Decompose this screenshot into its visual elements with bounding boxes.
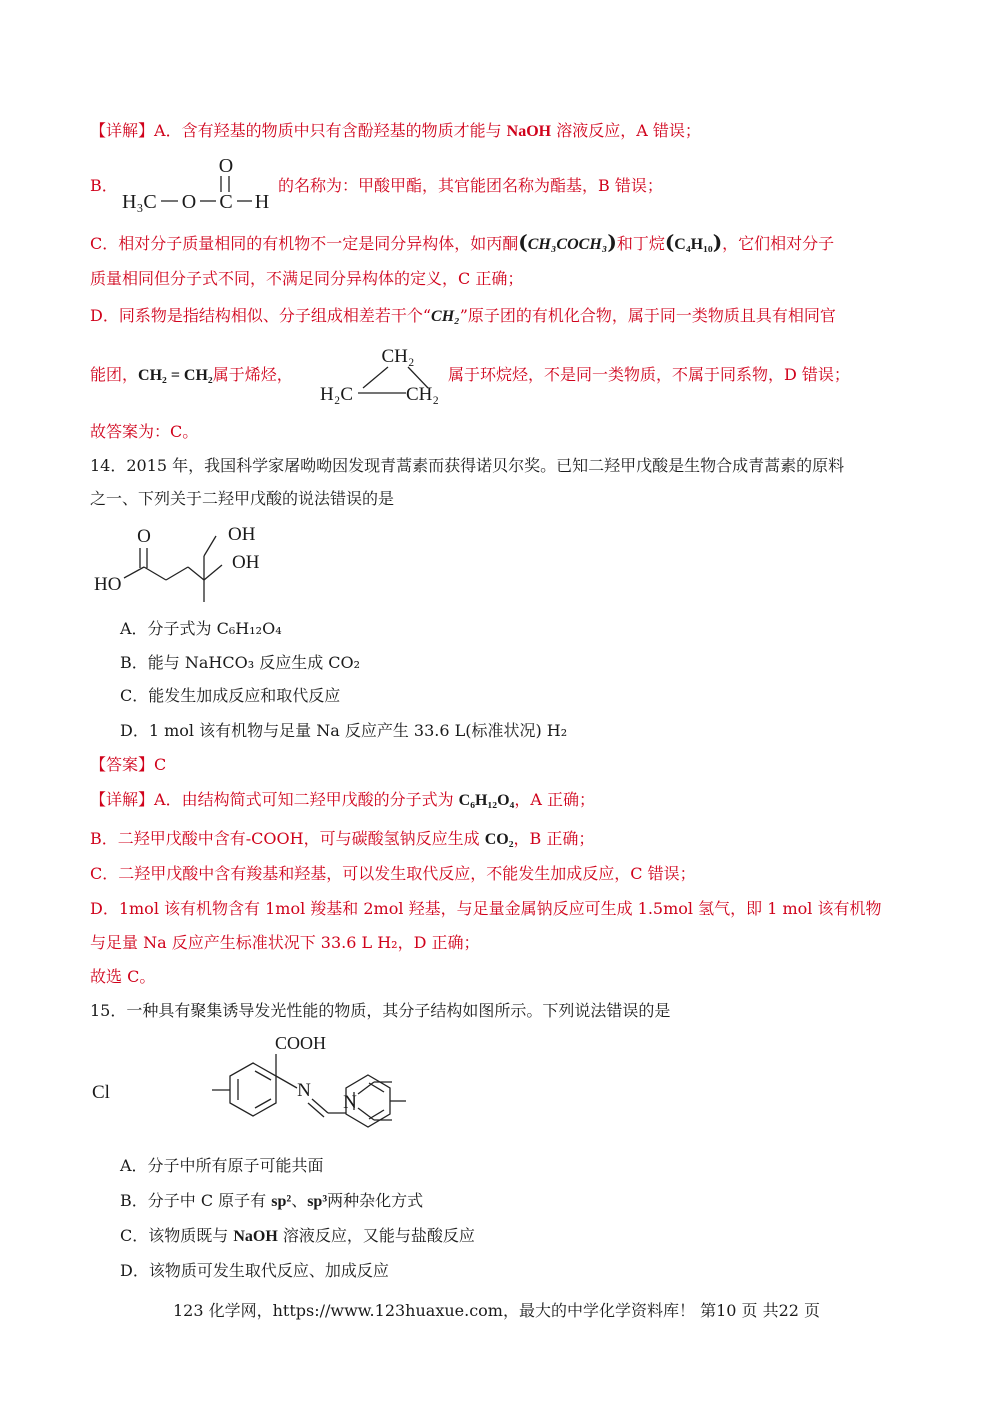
- q13-detail-c-line2: 质量相同但分子式不同，不满足同分异构体的定义，C 正确；: [90, 269, 524, 288]
- q13-detail-b-text: 的名称为：甲酸甲酯，其官能团名称为酯基，B 错误；: [278, 176, 663, 195]
- answer-label: 【答案】: [90, 755, 155, 774]
- q15-cooh-label: COOH: [275, 1033, 327, 1053]
- acid-oh-mid-label: OH: [232, 552, 260, 573]
- q13-detail-d-line1: D．同系物是指结构相似、分子组成相差若干个“CH₂”原子团的有机化合物，属于同一类物质且具有相同官: [90, 306, 836, 325]
- q14-option-b: B．能与 NaHCO₃ 反应生成 CO₂: [120, 653, 361, 672]
- detail-label: 【详解】: [90, 790, 155, 809]
- acid-oh-top-label: OH: [228, 524, 256, 545]
- q14-detail-d-line2: 与足量 Na 反应产生标准状况下 33.6 L H₂，D 正确；: [90, 933, 480, 952]
- cyclopropane-top: CH₂: [381, 346, 415, 367]
- q15-imine-n-label: N: [297, 1080, 311, 1101]
- formate-o-top: O: [218, 155, 234, 177]
- formate-o: O: [181, 191, 197, 213]
- acid-ho-label: HO: [94, 574, 122, 595]
- q14-detail-d-line1: D．1mol 该有机物含有 1mol 羧基和 2mol 羟基，与足量金属钠反应可生成 1.5mol 氢气，即 1 mol 该有机物: [90, 899, 882, 918]
- dihydroxy-methylpentanoic-acid-structure: [92, 520, 272, 600]
- q14-stem-line2: 之一、下列关于二羟甲戊酸的说法错误的是: [90, 489, 395, 508]
- q15-option-d: D．该物质可发生取代反应、加成反应: [120, 1261, 389, 1280]
- q13-detail-d-line2-pre: 能团，CH₂ = CH₂属于烯烃，: [90, 365, 293, 384]
- q15-stem: 15．一种具有聚集诱导发光性能的物质，其分子结构如图所示。下列说法错误的是: [90, 1001, 671, 1020]
- ethylene-formula: CH₂ = CH₂: [138, 367, 213, 384]
- q14-detail-b: B．二羟甲戊酸中含有-COOH，可与碳酸氢钠反应生成 CO₂，B 正确；: [90, 829, 595, 848]
- q13-detail-a: 【详解】A．含有羟基的物质中只有含酚羟基的物质才能与 NaOH 溶液反应，A 错误；: [90, 121, 701, 140]
- q13-conclusion: 故答案为：C。: [90, 422, 199, 441]
- q14-detail-c: C．二羟甲戊酸中含有羧基和羟基，可以发生取代反应，不能发生加成反应，C 错误；: [90, 864, 696, 883]
- ch2-formula: CH₂: [431, 308, 460, 325]
- q13-detail-b-label: B．: [90, 176, 118, 195]
- butane-formula: C₄H₁₀: [674, 236, 713, 253]
- q14-option-d: D．1 mol 该有机物与足量 Na 反应产生 33.6 L(标准状况) H₂: [120, 721, 568, 740]
- q14-answer-value: C: [154, 755, 167, 774]
- q15-option-a: A．分子中所有原子可能共面: [120, 1156, 324, 1175]
- q14-option-a: A．分子式为 C₆H₁₂O₄: [120, 619, 282, 638]
- q14-option-c: C．能发生加成反应和取代反应: [120, 686, 341, 705]
- q15-option-c: C．该物质既与 NaOH 溶液反应，又能与盐酸反应: [120, 1226, 475, 1245]
- detail-label: 【详解】: [90, 121, 155, 140]
- q14-detail-a: 【详解】A．由结构简式可知二羟甲戊酸的分子式为 C₆H₁₂O₄，A 正确；: [90, 790, 595, 809]
- formate-c: C: [219, 191, 233, 213]
- methyl-formate-structure: [118, 150, 278, 215]
- page-footer: 123 化学网，https://www.123huaxue.com，最大的中学化学资料库！ 第10 页 共22 页: [172, 1301, 821, 1320]
- cyclopropane-right: CH₂: [406, 384, 440, 405]
- formate-h: H: [254, 191, 270, 213]
- formate-h3c: H₃C: [122, 191, 157, 213]
- q15-option-b: B．分子中 C 原子有 sp²、sp³两种杂化方式: [120, 1191, 424, 1210]
- acetone-formula: CH₃COCH₃: [527, 236, 608, 253]
- q14-stem-line1: 14．2015 年，我国科学家屠呦呦因发现青蒿素而获得诺贝尔奖。已知二羟甲戊酸是生物合成青蒿素的原料: [90, 456, 845, 475]
- q15-amine-n-label: N: [343, 1092, 357, 1113]
- cyclopropane-left: H₂C: [320, 384, 354, 405]
- q15-cl-label: Cl: [92, 1082, 110, 1103]
- q14-conclusion: 故选 C。: [90, 967, 156, 986]
- cyclopropane-structure: [318, 340, 448, 410]
- acid-o-label: O: [137, 526, 151, 547]
- q13-detail-c-line1: C．相对分子质量相同的有机物不一定是同分异构体，如丙酮(CH₃COCH₃)和丁烷(C₄H₁₀)，它们相对分子: [90, 230, 835, 254]
- diethylamino-n: [330, 1080, 400, 1140]
- q13-detail-d-line2-post: 属于环烷烃，不是同一类物质，不属于同系物，D 错误；: [448, 365, 850, 384]
- q14-answer: [90, 754, 166, 776]
